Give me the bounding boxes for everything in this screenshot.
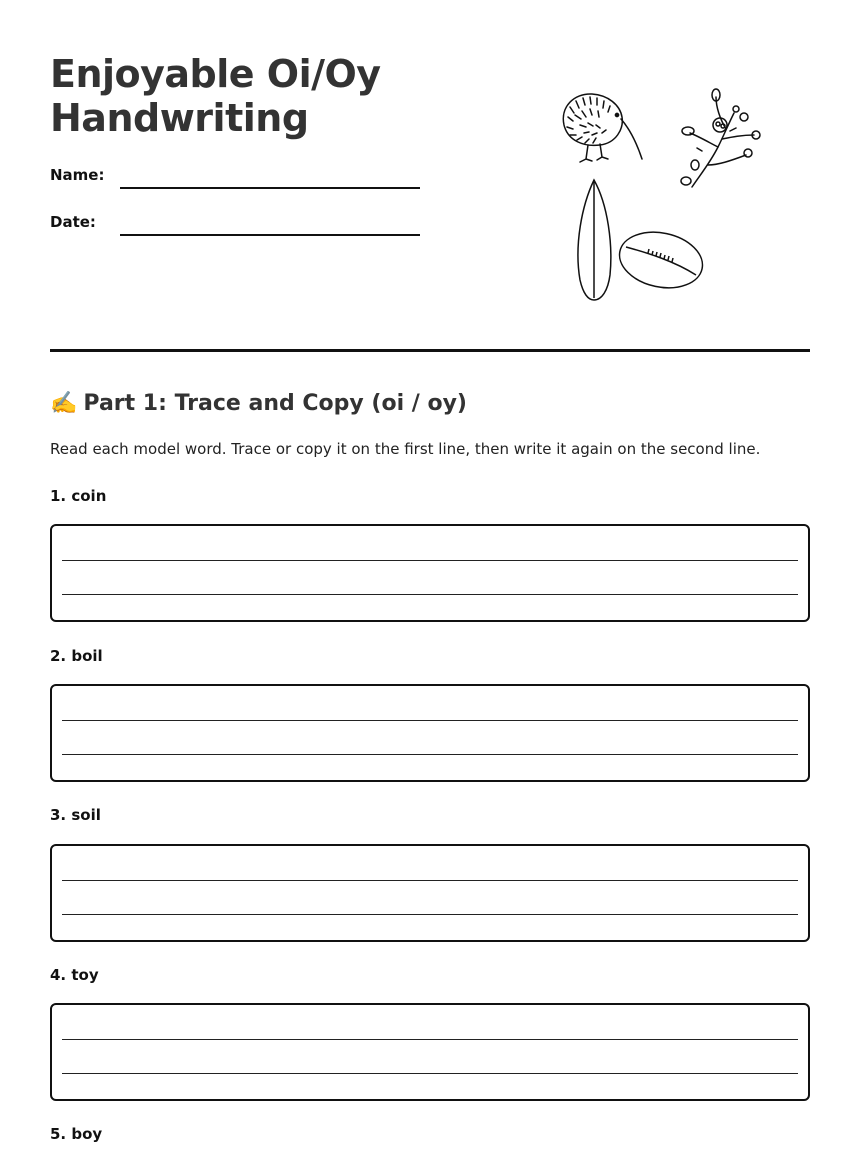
copy-line[interactable] bbox=[62, 594, 798, 595]
word-label: 3. soil bbox=[50, 806, 101, 824]
word-label: 1. coin bbox=[50, 487, 107, 505]
copy-line[interactable] bbox=[62, 1073, 798, 1074]
copy-line[interactable] bbox=[62, 914, 798, 915]
kiwi-bird-icon bbox=[563, 94, 642, 162]
trace-line[interactable] bbox=[62, 880, 798, 881]
trace-line[interactable] bbox=[62, 720, 798, 721]
title-line-2: Handwriting bbox=[50, 96, 309, 140]
writing-box[interactable] bbox=[50, 1003, 810, 1101]
word-label: 5. boy bbox=[50, 1125, 103, 1143]
copy-line[interactable] bbox=[62, 754, 798, 755]
trace-line[interactable] bbox=[62, 1039, 798, 1040]
writing-hand-icon: ✍️ bbox=[50, 391, 78, 416]
date-label: Date: bbox=[50, 213, 96, 231]
writing-box[interactable] bbox=[50, 844, 810, 942]
worksheet-title bbox=[50, 52, 381, 140]
part1-heading-text: Part 1: Trace and Copy (oi / oy) bbox=[83, 391, 467, 416]
word-label: 2. boil bbox=[50, 647, 103, 665]
surfboard-icon bbox=[578, 180, 611, 300]
name-field[interactable] bbox=[120, 187, 420, 189]
section-divider bbox=[50, 349, 810, 352]
date-field[interactable] bbox=[120, 234, 420, 236]
word-label: 4. toy bbox=[50, 966, 99, 984]
name-label: Name: bbox=[50, 166, 105, 184]
writing-box[interactable] bbox=[50, 684, 810, 782]
title-line-1: Enjoyable Oi/Oy bbox=[50, 52, 381, 96]
flowering-branch-icon bbox=[681, 89, 760, 187]
part1-instructions: Read each model word. Trace or copy it on the first line, then write it again on the second line. bbox=[50, 440, 761, 458]
writing-box[interactable] bbox=[50, 524, 810, 622]
header-illustration bbox=[550, 85, 770, 310]
trace-line[interactable] bbox=[62, 560, 798, 561]
rugby-ball-icon bbox=[614, 225, 707, 295]
part1-heading bbox=[50, 388, 467, 420]
